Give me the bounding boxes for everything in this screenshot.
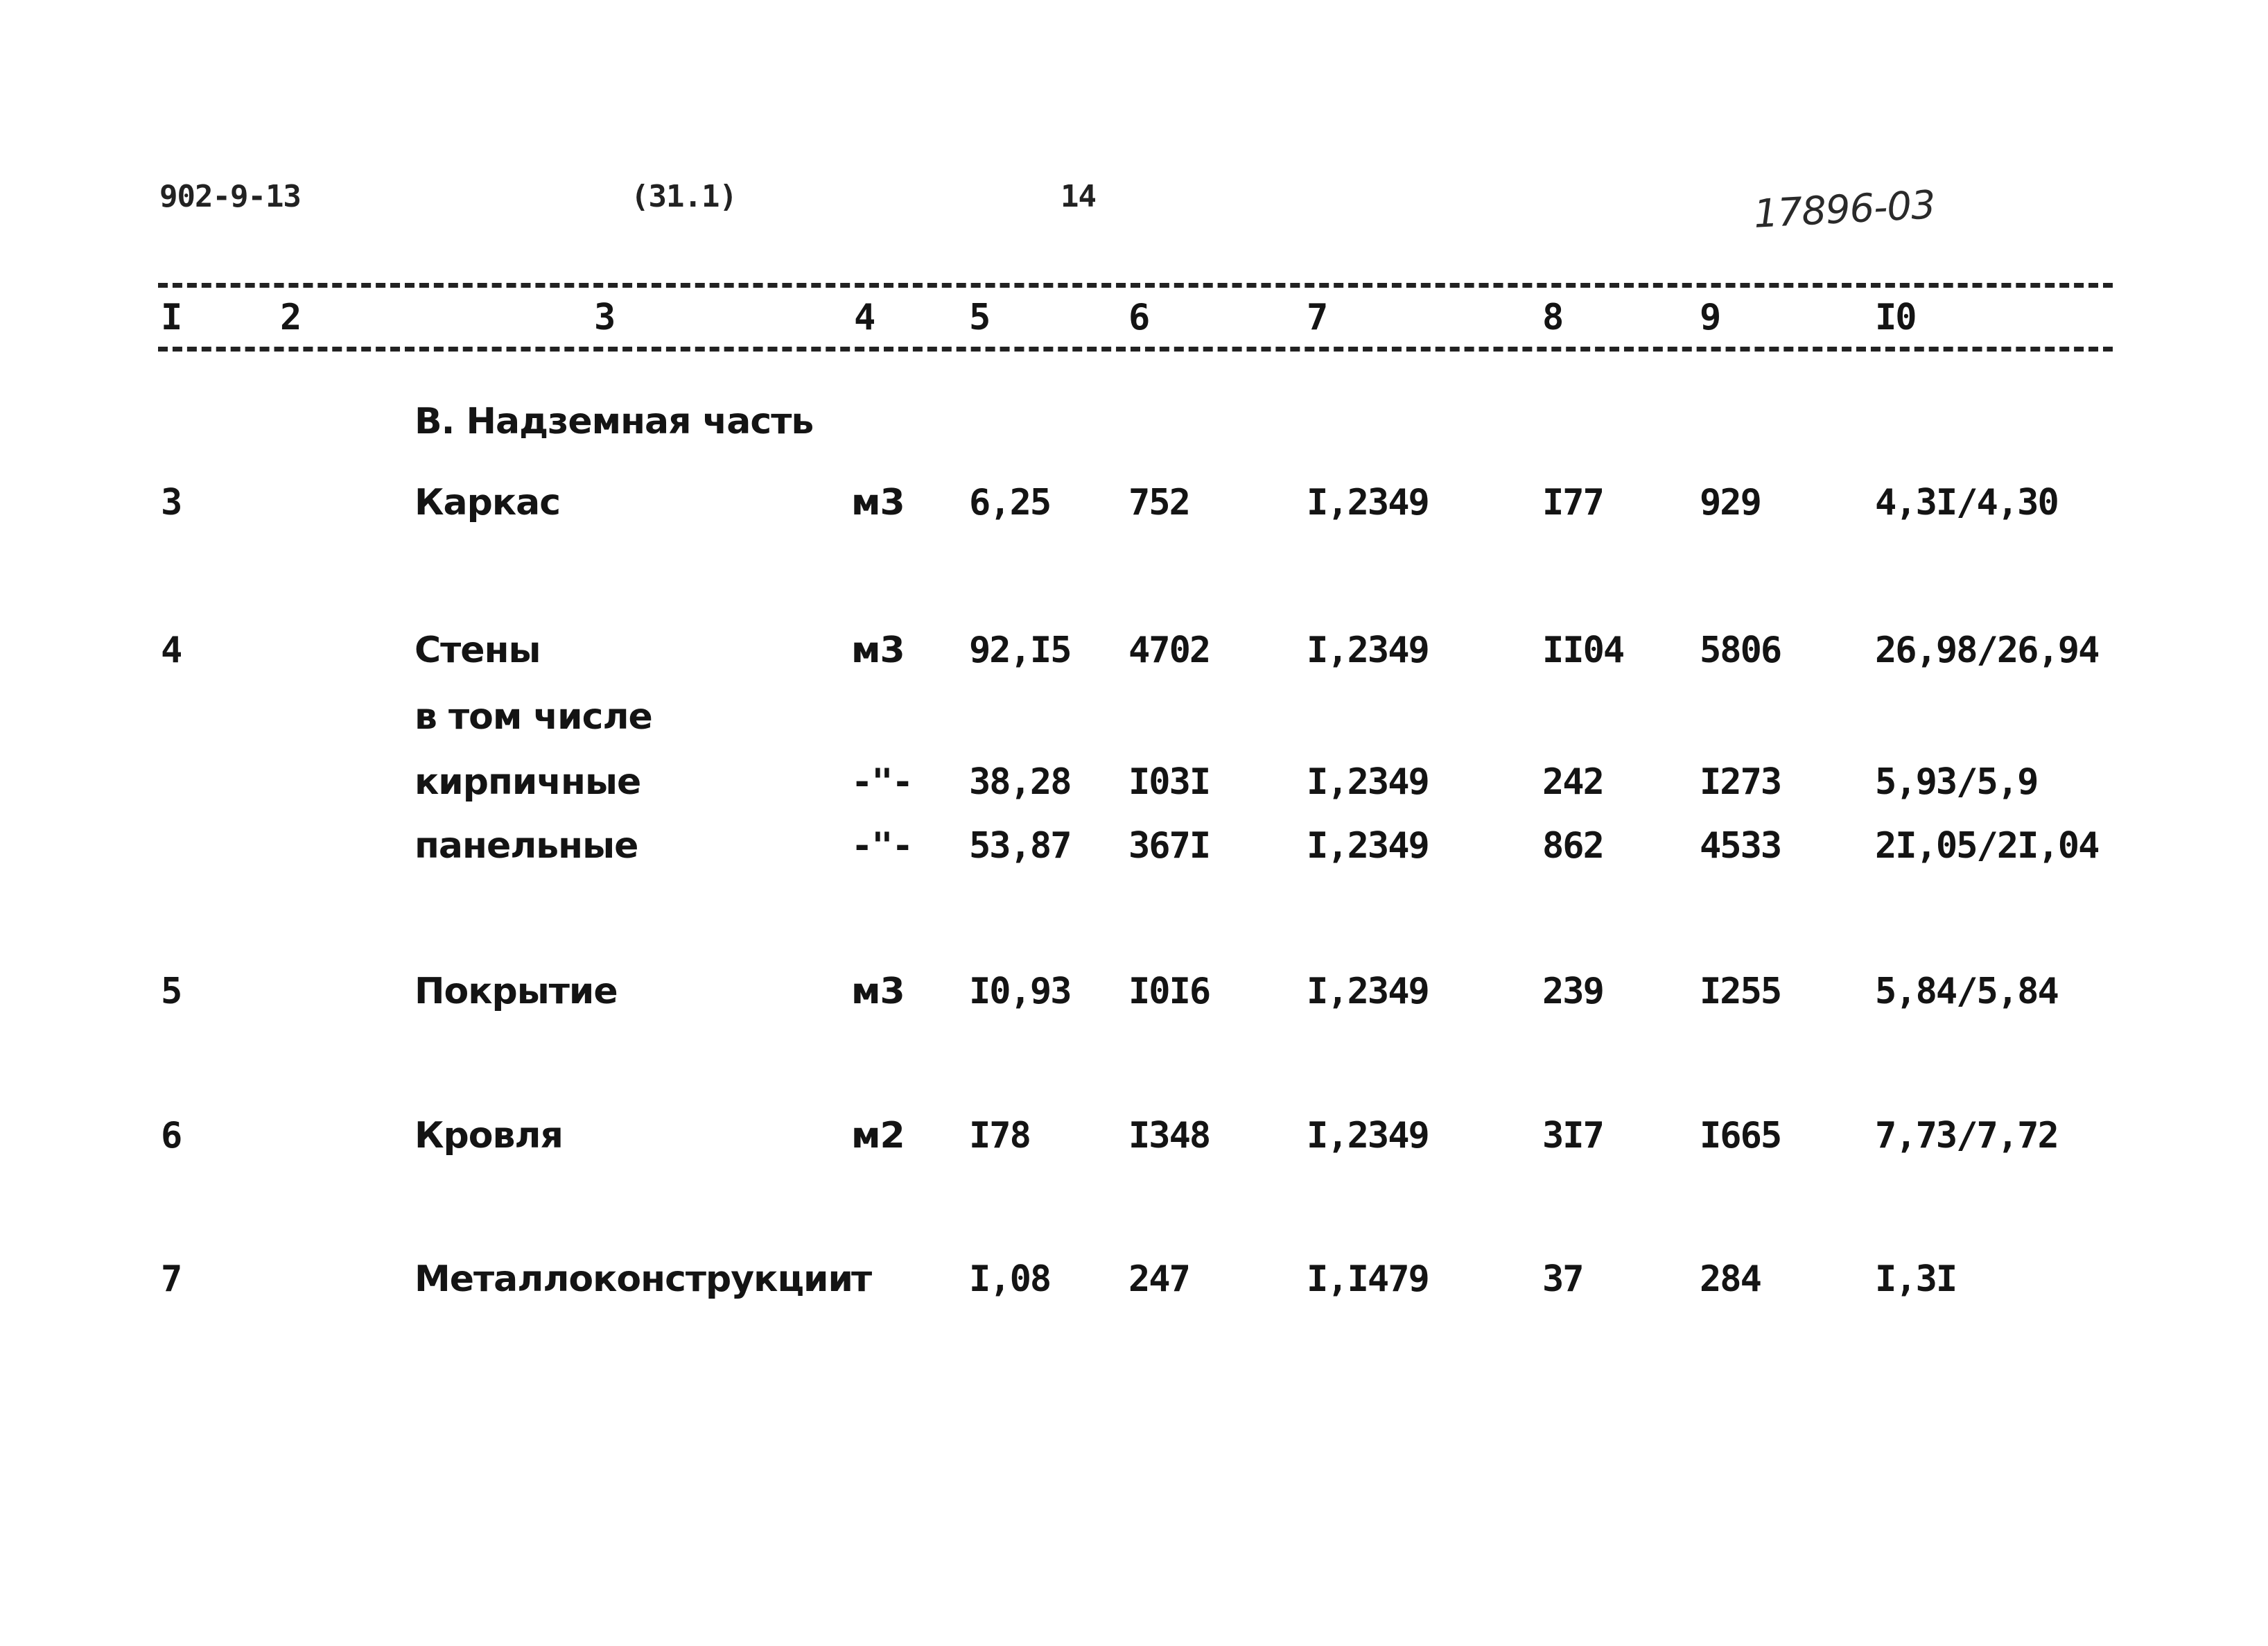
row-col9: 284 bbox=[1700, 1258, 1761, 1300]
row-col7: I,2349 bbox=[1307, 825, 1429, 867]
row-col10: 5,93/5,9 bbox=[1875, 761, 2038, 803]
col-header-9: 9 bbox=[1700, 297, 1720, 338]
row-unit: м3 bbox=[851, 630, 905, 671]
col-header-6: 6 bbox=[1128, 297, 1149, 338]
row-number: 7 bbox=[161, 1258, 182, 1300]
row-number: 6 bbox=[161, 1115, 182, 1156]
row-col8: 239 bbox=[1542, 971, 1603, 1012]
page-number: 14 bbox=[1061, 179, 1096, 214]
row-col9: 5806 bbox=[1700, 630, 1781, 671]
row-col5: I,08 bbox=[969, 1258, 1051, 1300]
col-header-3: 3 bbox=[594, 297, 615, 338]
row-col5: 92,I5 bbox=[969, 630, 1071, 671]
row-col8: 242 bbox=[1542, 761, 1603, 803]
row-col8: 862 bbox=[1542, 825, 1603, 867]
col-header-4: 4 bbox=[854, 297, 875, 338]
row-col6: I03I bbox=[1128, 761, 1210, 803]
row-col7: I,2349 bbox=[1307, 482, 1429, 523]
row-col7: I,2349 bbox=[1307, 1115, 1429, 1156]
row-col9: I255 bbox=[1700, 971, 1781, 1012]
row-col7: I,I479 bbox=[1307, 1258, 1429, 1300]
col-header-10: I0 bbox=[1875, 297, 1916, 338]
document-reference: (31.1) bbox=[631, 179, 737, 214]
row-name: Стены bbox=[415, 630, 541, 671]
section-title: В. Надземная часть bbox=[415, 401, 814, 442]
row-number: 4 bbox=[161, 630, 182, 671]
row-col6: I348 bbox=[1128, 1115, 1210, 1156]
row-name: Покрытие bbox=[415, 971, 618, 1012]
row-col5: I78 bbox=[969, 1115, 1030, 1156]
row-col5: 38,28 bbox=[969, 761, 1071, 803]
col-header-7: 7 bbox=[1307, 297, 1327, 338]
row-unit: м3 bbox=[851, 971, 905, 1012]
col-header-5: 5 bbox=[969, 297, 990, 338]
row-col6: 247 bbox=[1128, 1258, 1189, 1300]
row-col5: 6,25 bbox=[969, 482, 1051, 523]
row-col9: I665 bbox=[1700, 1115, 1781, 1156]
row-unit: м3 bbox=[851, 482, 905, 523]
row-col6: 4702 bbox=[1128, 630, 1210, 671]
row-name: Кровля bbox=[415, 1115, 563, 1156]
row-col10: 4,3I/4,30 bbox=[1875, 482, 2058, 523]
handwritten-stamp: 17896-03 bbox=[1752, 182, 1937, 237]
row-col9: 4533 bbox=[1700, 825, 1781, 867]
row-col6: 752 bbox=[1128, 482, 1189, 523]
row-col8: 3I7 bbox=[1542, 1115, 1603, 1156]
row-col10: 7,73/7,72 bbox=[1875, 1115, 2058, 1156]
row-number: 3 bbox=[161, 482, 182, 523]
row-col8: 37 bbox=[1542, 1258, 1583, 1300]
row-col6: 367I bbox=[1128, 825, 1210, 867]
row-col8: I77 bbox=[1542, 482, 1603, 523]
row-name: в том числе bbox=[415, 696, 652, 738]
row-col7: I,2349 bbox=[1307, 971, 1429, 1012]
row-col10: 26,98/26,94 bbox=[1875, 630, 2099, 671]
row-unit: -"- bbox=[851, 825, 912, 867]
row-col8: II04 bbox=[1542, 630, 1624, 671]
row-unit: т bbox=[851, 1258, 872, 1300]
row-col6: I0I6 bbox=[1128, 971, 1210, 1012]
row-name: панельные bbox=[415, 825, 638, 867]
table-header-rule bbox=[158, 347, 2113, 352]
row-col9: I273 bbox=[1700, 761, 1781, 803]
row-col10: 5,84/5,84 bbox=[1875, 971, 2058, 1012]
row-col10: I,3I bbox=[1875, 1258, 1957, 1300]
row-number: 5 bbox=[161, 971, 182, 1012]
col-header-2: 2 bbox=[280, 297, 301, 338]
row-name: кирпичные bbox=[415, 761, 641, 803]
row-name: Металлоконструкции bbox=[415, 1258, 853, 1300]
row-name: Каркас bbox=[415, 482, 561, 523]
row-unit: м2 bbox=[851, 1115, 905, 1156]
document-code: 902-9-13 bbox=[159, 179, 301, 214]
col-header-1: I bbox=[161, 297, 182, 338]
row-col7: I,2349 bbox=[1307, 630, 1429, 671]
col-header-8: 8 bbox=[1542, 297, 1563, 338]
row-unit: -"- bbox=[851, 761, 912, 803]
row-col10: 2I,05/2I,04 bbox=[1875, 825, 2099, 867]
row-col9: 929 bbox=[1700, 482, 1761, 523]
row-col7: I,2349 bbox=[1307, 761, 1429, 803]
row-col5: 53,87 bbox=[969, 825, 1071, 867]
row-col5: I0,93 bbox=[969, 971, 1071, 1012]
table-top-rule bbox=[158, 283, 2113, 288]
